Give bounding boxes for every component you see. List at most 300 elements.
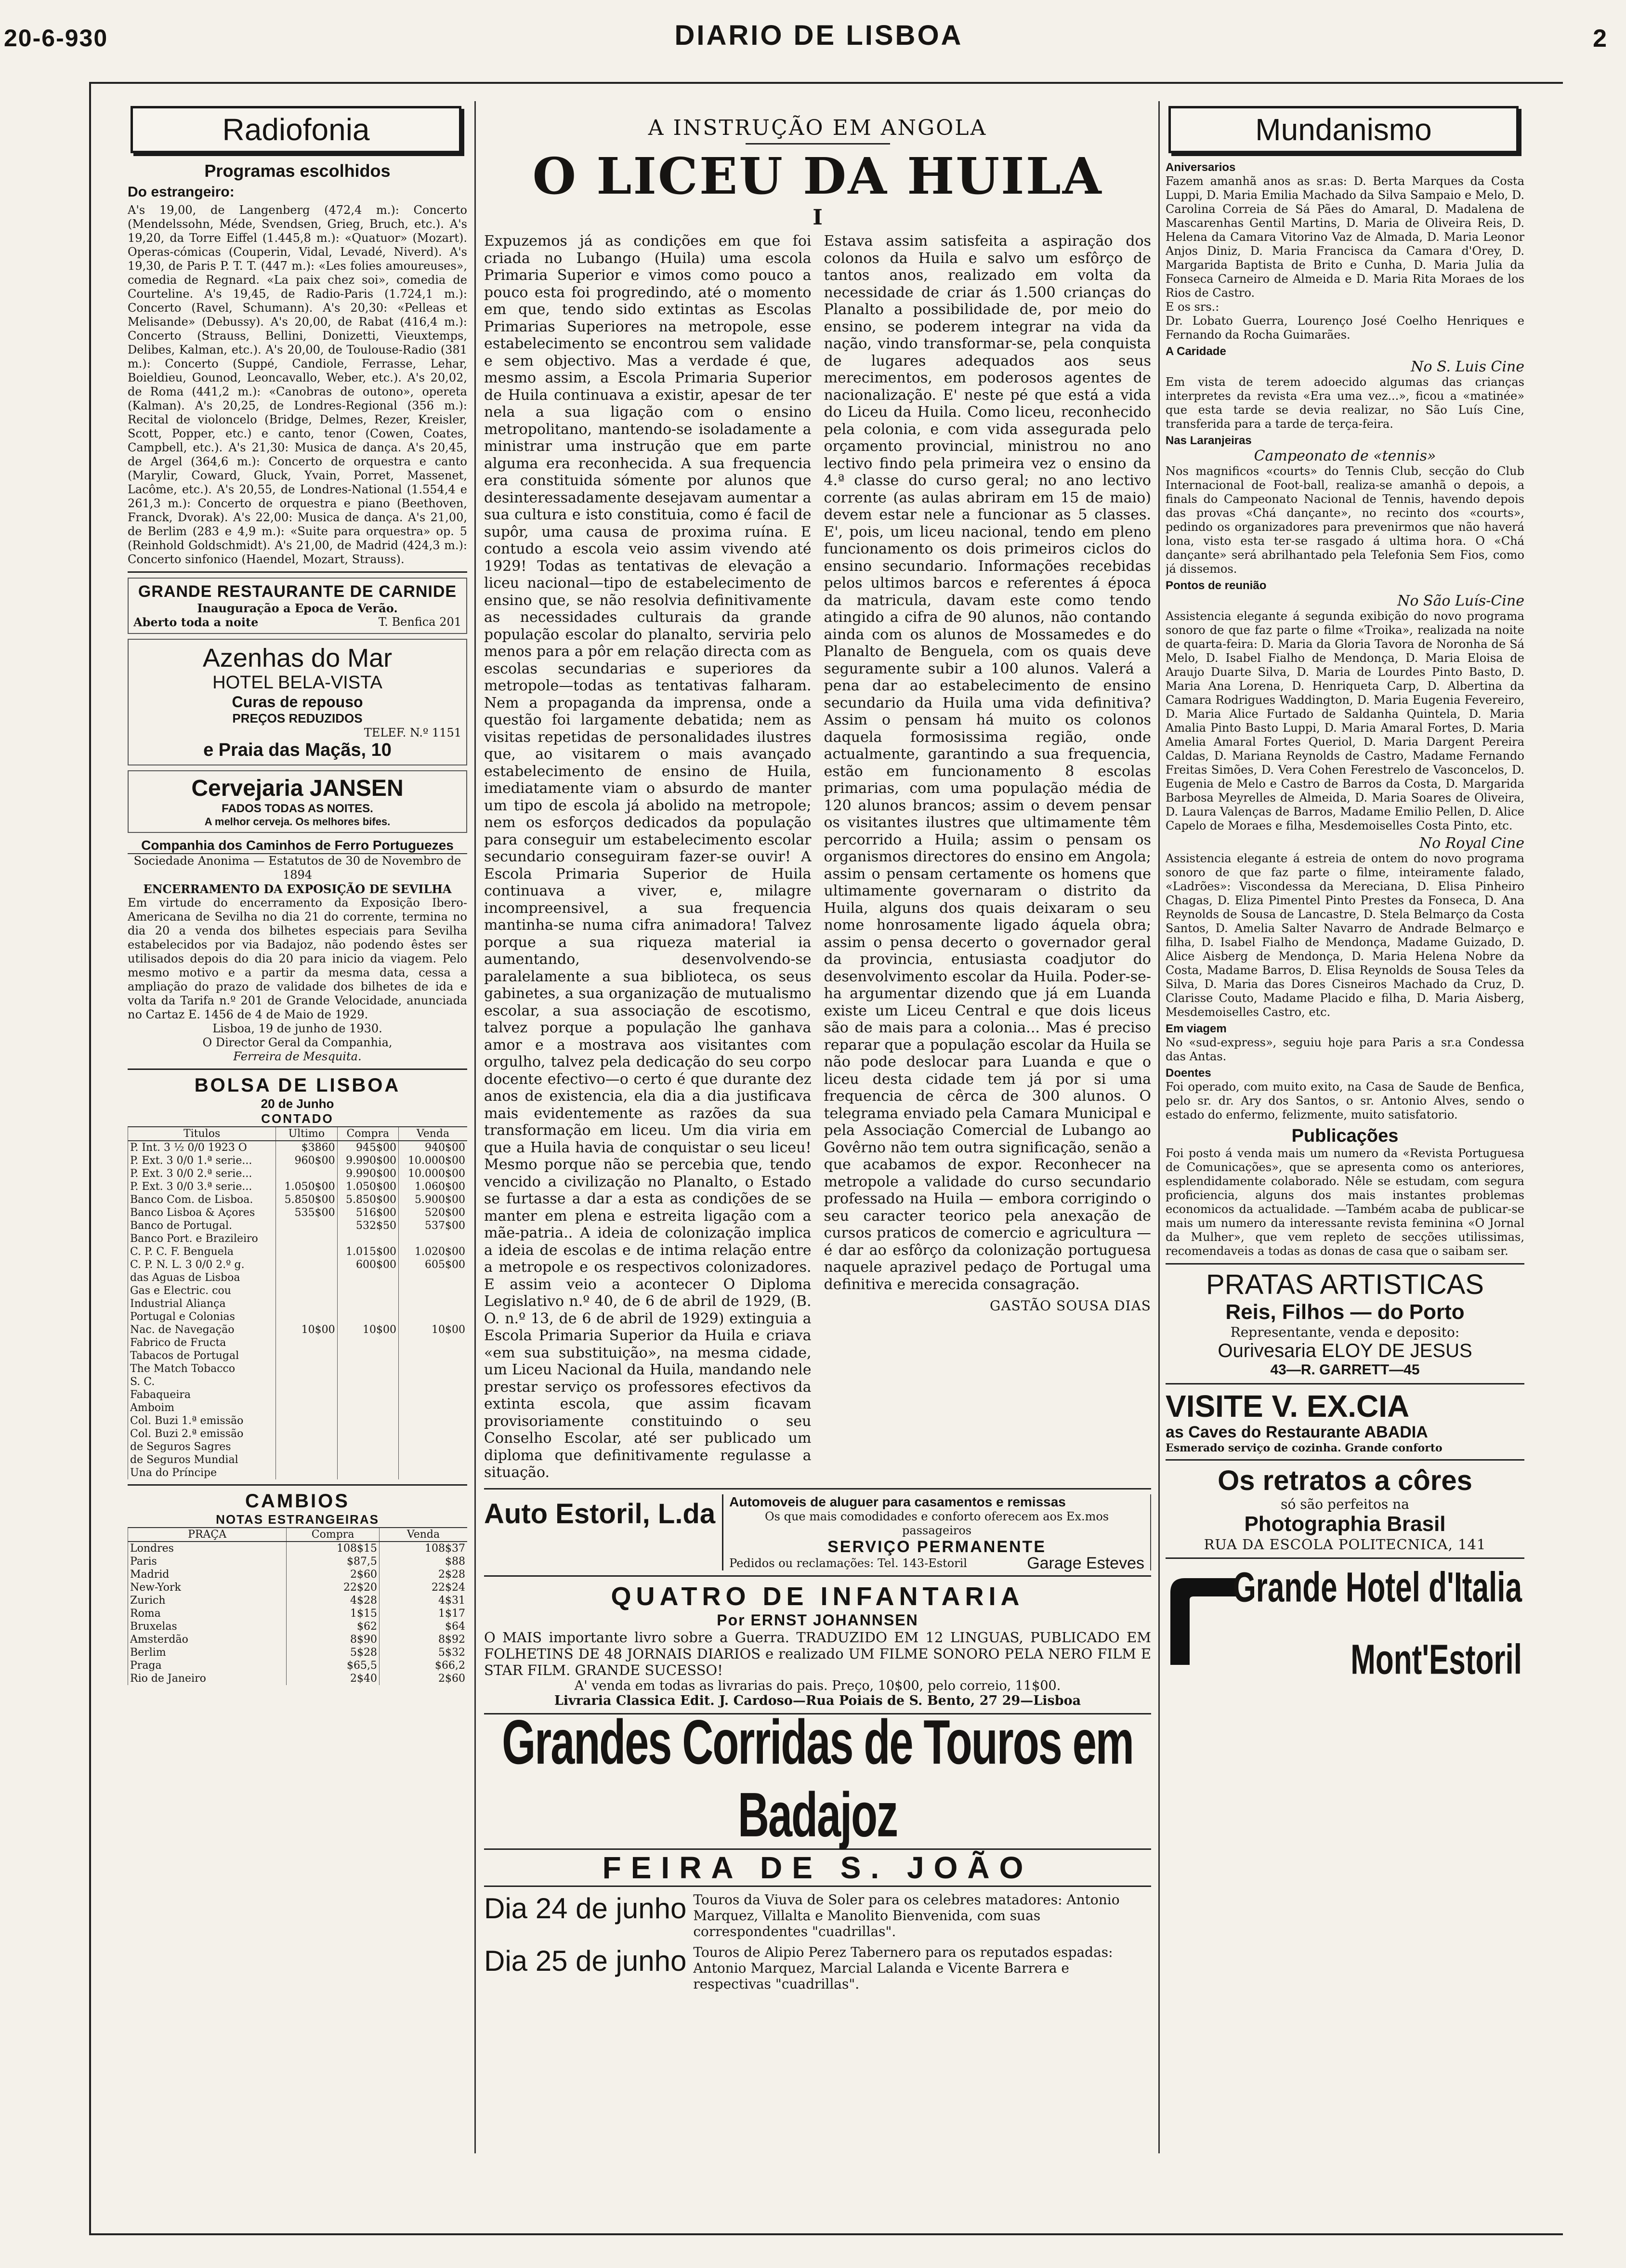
cambios-cell: Rio de Janeiro: [128, 1672, 287, 1685]
pratas-rep: Representante, venda e deposito:: [1230, 1324, 1460, 1340]
azenhas-curas: Curas de repouso: [232, 693, 363, 711]
bolsa-cell: Una do Príncipe: [128, 1466, 276, 1479]
railway-director-name: Ferreira de Mesquita.: [233, 1050, 362, 1063]
bolsa-cell: P. Ext. 3 0/0 1.ª serie...: [128, 1154, 276, 1167]
issue-date: 20-6-930: [4, 25, 108, 52]
ad-pratas-artisticas: [1166, 1269, 1524, 1378]
railway-head: ENCERRAMENTO DA EXPOSIÇÃO DE SEVILHA: [143, 882, 452, 896]
railway-date: Lisboa, 19 de junho de 1930.: [212, 1022, 382, 1035]
bolsa-table: [128, 1126, 467, 1479]
auto-estoril-garage: Garage Esteves: [1027, 1554, 1144, 1572]
bolsa-row: [128, 1349, 468, 1362]
cambios-row: [128, 1555, 468, 1568]
bolsa-cell: [398, 1232, 467, 1245]
bolsa-cell: [398, 1362, 467, 1375]
railway-sub: Sociedade Anonima — Estatutos de 30 de Novembro de 1894: [133, 854, 461, 882]
azenhas-hotel: HOTEL BELA-VISTA: [212, 672, 382, 693]
article-col-b: Estava assim satisfeita a aspiração dos colonos da Huila e salvo um esfôrço de tantos anos, realizado em volta da necessidade de criar ás 1.500 crianças do Planalto a possibilidade de, por meio do ensino, se poderem integrar na vida da nação, vindo transformar-se, pela conquista de lugares adequados aos seus merecimentos, em poderosos agentes de nacionalização. E' neste pé que está a vida do Liceu da Huila. Como liceu, reconhecido pela colonia, e com vida assegurada pelo orçamento provincial, ministrou no ano lectivo findo pela primeira vez o ensino da 4.ª classe do curso geral; no ano lectivo corrente (as aulas abriram em 15 de maio) devem estar nele a funcionar as 5 classes. E', pois, um liceu nacional, tendo em pleno funcionamento os dois primeiros ciclos do ensino secundario. Informações recebidas pelos ultimos barcos e referentes á época da matricula, davam este como tendo atingido a cifra de 90 alunos, não contando ainda com os alunos de Mossamedes e do Planalto de Benguela, com os quais deve seguramente subir a 100 alunos. Valerá a pena dar ao estabelecimento de ensino secundario da Huila uma vida definitiva? Assim o pensam há muito os colonos daquela formosissima região, onde actualmente, garantindo a sua frequencia, estão em funcionamento 8 escolas primarias, com uma população média de 120 alunos brancos; assim o devem pensar os visitantes ilustres que ultimamente têm percorrido a Huila; assim o pensam os organismos directores do ensino em Angola; assim o pensam certamente os homens que ultimamente governaram o distrito da Huila, alguns dos quais deixaram o seu nome honrosamente ligado áquela obra; assim o pensa decerto o governador geral da provincia, entusiasta coadjutor do desenvolvimento escolar da Huila. Poder-se-ha argumentar dizendo que já em Luanda existe um Liceu Central e que dois liceus são de mais para a colonia... Mas é preciso reparar que a população escolar da Huila se não pode deslocar para Luanda e que o liceu desta cidade tem já por si uma frequencia de cêrca de 300 alunos. O telegrama enviado pela Camara Municipal e pela Associação Comercial de Lubango ao Govêrno não tem outra significação, senão a que acabamos de expor. Reconhecer na metropole a validade do curso secundario professado na Huila — embora corrigindo o seu caracter teorico pela anexação de cursos praticos de comercio e agricultura — é dar ao esfôrço da colonização portuguesa naquele aprazivel pedaço de Portugal uma definitiva e merecida consagração.: [824, 233, 1151, 1293]
ad-retratos-cores: [1166, 1465, 1524, 1553]
doentes-head: Doentes: [1166, 1067, 1211, 1080]
bolsa-cell: [337, 1297, 398, 1310]
bolsa-cell: $3860: [276, 1141, 337, 1154]
cambios-cell: 1$15: [287, 1607, 380, 1620]
bolsa-row: [128, 1336, 468, 1349]
article-kicker: A INSTRUÇÃO EM ANGOLA: [648, 116, 987, 140]
bolsa-header-cell: Compra: [337, 1127, 398, 1141]
bolsa-cell: 537$00: [398, 1219, 467, 1232]
jansen-line1: FADOS TODAS AS NOITES.: [222, 802, 373, 815]
page-number: 2: [1593, 25, 1607, 53]
bolsa-cell: 10.000$00: [398, 1154, 467, 1167]
bolsa-cell: 960$00: [276, 1154, 337, 1167]
cambios-cell: 108$15: [287, 1542, 380, 1555]
bolsa-cell: [398, 1336, 467, 1349]
bolsa-cell: 600$00: [337, 1258, 398, 1271]
bolsa-cell: Industrial Aliança: [128, 1297, 276, 1310]
ad-visite-abadia: [1166, 1389, 1524, 1454]
bolsa-cell: [276, 1271, 337, 1284]
hotel-name: Grande Hotel d'Italia: [1233, 1564, 1522, 1611]
bolsa-label: CONTADO: [261, 1111, 334, 1126]
retratos-addr: RUA DA ESCOLA POLITECNICA, 141: [1204, 1536, 1486, 1553]
bolsa-cell: Col. Buzi 1.ª emissão: [128, 1414, 276, 1427]
bolsa-cell: [337, 1362, 398, 1375]
aniversarios-head: Aniversarios: [1166, 161, 1236, 174]
bolsa-row: [128, 1206, 468, 1219]
bolsa-cell: [337, 1310, 398, 1323]
touros-day2: Dia 25 de junho: [484, 1944, 687, 1977]
bolsa-cell: [276, 1219, 337, 1232]
bolsa-cell: 1.020$00: [398, 1245, 467, 1258]
auto-estoril-name: Auto Estoril, L.da: [484, 1494, 723, 1570]
viagem-head: Em viagem: [1166, 1022, 1227, 1035]
article-body: [484, 233, 1151, 1481]
bolsa-cell: [398, 1388, 467, 1401]
bolsa-cell: [398, 1427, 467, 1440]
cambios-title: CAMBIOS: [245, 1490, 350, 1512]
retratos-title: Os retratos a côres: [1218, 1465, 1472, 1496]
radio-subtitle: Programas escolhidos: [204, 161, 391, 181]
bolsa-cell: [337, 1440, 398, 1453]
restaurante-line: Inauguração a Epoca de Verão.: [197, 601, 398, 615]
cambios-cell: 4$28: [287, 1594, 380, 1607]
cambios-cell: 22$24: [379, 1581, 467, 1594]
column-rule: [1158, 101, 1160, 2153]
bolsa-cell: Fabrico de Fructa: [128, 1336, 276, 1349]
ad-cervejaria-jansen: [128, 770, 467, 833]
cambios-cell: 1$17: [379, 1607, 467, 1620]
touros-title: Grandes Corridas de Touros em Badajoz: [502, 1707, 1133, 1850]
bolsa-cell: 1.015$00: [337, 1245, 398, 1258]
bolsa-cell: [276, 1297, 337, 1310]
railway-notice: [128, 838, 467, 1064]
divider: [484, 1575, 1151, 1577]
bolsa-cell: das Aguas de Lisboa: [128, 1271, 276, 1284]
bolsa-cell: [398, 1271, 467, 1284]
bolsa-cell: 5.850$00: [337, 1193, 398, 1206]
bolsa-cell: [276, 1466, 337, 1479]
bolsa-row: [128, 1362, 468, 1375]
cambios-row: [128, 1646, 468, 1659]
bolsa-row: [128, 1193, 468, 1206]
cambios-row: [128, 1542, 468, 1555]
bolsa-cell: [276, 1245, 337, 1258]
article-part: I: [813, 205, 823, 230]
bolsa-header-cell: Titulos: [128, 1127, 276, 1141]
bolsa-date: 20 de Junho: [261, 1096, 334, 1111]
cambios-row: [128, 1633, 468, 1646]
restaurante-open: Aberto toda a noite: [133, 615, 259, 629]
bolsa-cell: 9.990$00: [337, 1167, 398, 1180]
bolsa-cell: P. Ext. 3 0/0 3.ª serie...: [128, 1180, 276, 1193]
bolsa-cell: Banco Port. e Brazileiro: [128, 1232, 276, 1245]
srs-text: Dr. Lobato Guerra, Lourenço José Coelho Henriques e Fernando da Rocha Guimarães.: [1166, 314, 1524, 342]
center-column: [484, 101, 1151, 2173]
bolsa-row: [128, 1401, 468, 1414]
bolsa-row: [128, 1284, 468, 1297]
bolsa-cell: Nac. de Navegação: [128, 1323, 276, 1336]
cambios-table: [128, 1527, 467, 1685]
quatro-title: QUATRO DE INFANTARIA: [611, 1582, 1024, 1611]
auto-estoril-footer: [729, 1556, 1144, 1570]
divider: [128, 571, 467, 573]
touros-day2-row: [484, 1944, 1151, 1992]
ad-auto-estoril: [484, 1494, 1151, 1570]
article-col-b-wrap: [824, 233, 1152, 1481]
cambios-row: [128, 1581, 468, 1594]
railway-director: O Director Geral da Companhia,: [202, 1036, 393, 1049]
bolsa-cell: 5.850$00: [276, 1193, 337, 1206]
railway-title: Companhia dos Caminhos de Ferro Portuguezes: [128, 838, 467, 854]
cambios-cell: $87,5: [287, 1555, 380, 1568]
auto-estoril-service: SERVIÇO PERMANENTE: [827, 1537, 1046, 1556]
pratas-title: PRATAS ARTISTICAS: [1206, 1269, 1484, 1300]
bolsa-cell: P. Int. 3 ½ 0/0 1923 O: [128, 1141, 276, 1154]
bolsa-cell: [398, 1297, 467, 1310]
royal-text: Assistencia elegante á estreia de ontem do novo programa sonoro de que faz parte o filme, inteiramente falado, «Ladrões»: Viscondessa da Mereciana, D. Elisa Pinheiro Chagas, D. Eliza Pimentel Pinto Prestes da Fonseca, D. Ana Reynolds de Sousa de Lancastre, D. Stela Belmarço da Costa Santos, D. Amelia Salter Navarro de Andrade Belmarço e filha, D. Isabel Fialho de Mendonça, Madame Guizado, D. Alice Aisberg de Mendonça, D. Maria Helena Nobre da Costa, Madame Barros, D. Elisa Reynolds de Sousa Teles da Silva, D. Maria das Dores Cisneiros Machado da Cruz, D. Clarisse Couto, Madame Placido e filha, D. Maria Aisberg, Mesdemoiselles Castro, etc.: [1166, 852, 1524, 1019]
cambios-cell: 5$32: [379, 1646, 467, 1659]
bolsa-cell: Portugal e Colonias: [128, 1310, 276, 1323]
bolsa-cell: [398, 1375, 467, 1388]
bolsa-cell: 945$00: [337, 1141, 398, 1154]
bolsa-cell: [398, 1310, 467, 1323]
bolsa-cell: [276, 1349, 337, 1362]
pratas-sub: Reis, Filhos — do Porto: [1225, 1300, 1465, 1324]
bolsa-cell: de Seguros Sagres: [128, 1440, 276, 1453]
railway-text: Em virtude do encerramento da Exposição Ibero-Americana de Sevilha no dia 21 do corrente, termina no dia 20 a venda dos bilhetes especiais para Sevilha estabelecidos por via Badajoz, não podendo êstes ser utilisados depois do dia 20 para inicio da viagem. Pelo mesmo motivo e a partir da mesma data, cessa a ampliação do prazo de validade dos bilhetes de ida e volta da Tarifa n.º 201 de Grande Velocidade, anunciada no Cartaz E. 1456 de 4 de Maio de 1929.: [128, 896, 467, 1021]
bolsa-cell: 10$00: [398, 1323, 467, 1336]
cambios-row: [128, 1659, 468, 1672]
bolsa-title: BOLSA DE LISBOA: [194, 1075, 401, 1096]
cambios-row: [128, 1607, 468, 1620]
bolsa-row: [128, 1310, 468, 1323]
kicker-rule: [746, 143, 890, 145]
bolsa-cell: [276, 1336, 337, 1349]
cambios-cell: 8$92: [379, 1633, 467, 1646]
bolsa-cell: 10$00: [276, 1323, 337, 1336]
bolsa-cell: [337, 1349, 398, 1362]
ad-grande-hotel-italia: [1166, 1564, 1524, 1708]
jansen-title: Cervejaria JANSEN: [191, 776, 404, 801]
right-column: [1166, 101, 1524, 2173]
quatro-sale: A' venda em todas as livrarias do pais. Preço, 10$00, pelo correio, 11$00.: [574, 1678, 1061, 1693]
divider: [1166, 1459, 1524, 1461]
quatro-publisher: Livraria Classica Edit. J. Cardoso—Rua Poiais de S. Bento, 27 29—Lisboa: [554, 1693, 1081, 1708]
bolsa-cell: Amboim: [128, 1401, 276, 1414]
quatro-author: Por ERNST JOHANNSEN: [717, 1611, 918, 1629]
cambios-header-cell: PRAÇA: [128, 1528, 287, 1542]
bolsa-cell: [337, 1414, 398, 1427]
laranjeiras-head: Nas Laranjeiras: [1166, 434, 1252, 447]
bolsa-cell: P. Ext. 3 0/0 2.ª serie...: [128, 1167, 276, 1180]
viagem-text: No «sud-express», seguiu hoje para Paris a sr.a Condessa das Antas.: [1166, 1036, 1524, 1063]
bolsa-cell: [398, 1401, 467, 1414]
bolsa-cell: S. C.: [128, 1375, 276, 1388]
bolsa-cell: [337, 1401, 398, 1414]
pratas-shop: Ourivesaria ELOY DE JESUS: [1218, 1340, 1472, 1361]
cambios-cell: 22$20: [287, 1581, 380, 1594]
cambios-cell: Madrid: [128, 1568, 287, 1581]
bolsa-row: [128, 1258, 468, 1271]
bolsa-row: [128, 1440, 468, 1453]
bolsa-cell: Banco Com. de Lisboa.: [128, 1193, 276, 1206]
visite-line: Esmerado serviço de cozinha. Grande conforto: [1166, 1442, 1442, 1454]
bolsa-cell: [276, 1388, 337, 1401]
bolsa-row: [128, 1167, 468, 1180]
bolsa-cell: [276, 1310, 337, 1323]
bolsa-cell: [337, 1453, 398, 1466]
bolsa-cell: [398, 1349, 467, 1362]
cambios-cell: Londres: [128, 1542, 287, 1555]
caridade-text: Em vista de terem adoecido algumas das crianças interpretes da revista «Era uma vez...», ficou a «matinée» que esta tarde se devia realizar, no São Luís Cine, transferida para a tarde de terça-feira.: [1166, 375, 1524, 431]
cambios-cell: Zurich: [128, 1594, 287, 1607]
azenhas-precos: PREÇOS REDUZIDOS: [232, 711, 363, 725]
cambios-cell: $65,5: [287, 1659, 380, 1672]
cambios-header-cell: Compra: [287, 1528, 380, 1542]
bolsa-cell: de Seguros Mundial: [128, 1453, 276, 1466]
bolsa-header-cell: Ultimo: [276, 1127, 337, 1141]
left-column: [128, 101, 467, 2173]
bolsa-cell: [337, 1284, 398, 1297]
restaurante-footer: [133, 615, 461, 629]
bolsa-row: [128, 1154, 468, 1167]
cambios-cell: 2$60: [379, 1672, 467, 1685]
cambios-cell: 2$60: [287, 1568, 380, 1581]
caridade-sub: No S. Luis Cine: [1411, 358, 1524, 375]
bolsa-cell: The Match Tobacco: [128, 1362, 276, 1375]
bolsa-cell: Tabacos de Portugal: [128, 1349, 276, 1362]
cambios-row: [128, 1620, 468, 1633]
ad-quatro-de-infantaria: [484, 1582, 1151, 1708]
restaurante-tel: T. Benfica 201: [378, 615, 461, 629]
reuniao-head: Pontos de reunião: [1166, 579, 1267, 592]
divider: [128, 1484, 467, 1486]
auto-estoril-contact: Pedidos ou reclamações: Tel. 143-Estoril: [729, 1556, 967, 1570]
laranjeiras-text: Nos magnificos «courts» do Tennis Club, secção do Club Internacional de Foot-ball, realiza-se amanhã o depois, a finals do Campeonato Nacional de Tennis, havendo depois das provas «Chá dançante», no recinto dos «courts», pedindo os organizadores para prevenirmos que não haverá lona, visto esta ter-se rasgado á ultima hora. O «Chá dançante» será abrilhantado pela Telefonia Sem Fios, como já dissemos.: [1166, 464, 1524, 576]
bolsa-cell: [398, 1453, 467, 1466]
cambios-cell: Roma: [128, 1607, 287, 1620]
bolsa-cell: [337, 1336, 398, 1349]
bolsa-cell: 940$00: [398, 1141, 467, 1154]
aniversarios-text: Fazem amanhã anos as sr.as: D. Berta Marques da Costa Luppi, D. Maria Emilia Machado da Silva Sampaio e Melo, D. Carolina Correia de Sá Pães do Amaral, D. Madalena de Mascarenhas Gentil Martins, D. Maria de Oliveira Reis, D. Helena da Camara Vitorino Vaz de Almada, D. Maria Leonor Anjos Diniz, D. Maria Francisca da Camara d'Orey, D. Margarida Baptista de Brito e Cunha, D. Maria Julia da Fonseca Carneiro de Almeida e D. Maria Rita Moraes de los Rios de Castro.: [1166, 174, 1524, 300]
bolsa-section: [128, 1075, 467, 1479]
ad-azenhas-do-mar: [128, 639, 467, 765]
article-signature: GASTÃO SOUSA DIAS: [990, 1298, 1151, 1314]
touros-feira: FEIRA DE S. JOÃO: [484, 1848, 1151, 1887]
bolsa-cell: [337, 1466, 398, 1479]
bolsa-header-cell: Venda: [398, 1127, 467, 1141]
publicacoes-heading: Publicações: [1291, 1126, 1399, 1146]
bolsa-cell: Col. Buzi 2.ª emissão: [128, 1427, 276, 1440]
bolsa-cell: 10$00: [337, 1323, 398, 1336]
bolsa-row: [128, 1323, 468, 1336]
bolsa-row: [128, 1414, 468, 1427]
auto-estoril-line: Os que mais comodidades e conforto oferecem aos Ex.mos passageiros: [764, 1509, 1109, 1537]
bolsa-cell: Fabaqueira: [128, 1388, 276, 1401]
caridade-head: A Caridade: [1166, 345, 1226, 358]
bolsa-cell: [276, 1440, 337, 1453]
bolsa-row: [128, 1388, 468, 1401]
bolsa-cell: 1.050$00: [337, 1180, 398, 1193]
bolsa-cell: 1.050$00: [276, 1180, 337, 1193]
cambios-section: [128, 1490, 467, 1685]
bolsa-row: [128, 1219, 468, 1232]
bolsa-cell: Gas e Electric. cou: [128, 1284, 276, 1297]
divider: [1166, 1263, 1524, 1265]
visite-title: VISITE V. EX.CIA: [1166, 1389, 1410, 1424]
bolsa-row: [128, 1141, 468, 1154]
cambios-row: [128, 1568, 468, 1581]
auto-estoril-offer: Automoveis de aluguer para casamentos e remissas: [729, 1494, 1066, 1509]
bolsa-cell: [276, 1167, 337, 1180]
bolsa-cell: 605$00: [398, 1258, 467, 1271]
azenhas-tel: TELEF. N.º 1151: [364, 726, 461, 739]
cambios-subtitle: NOTAS ESTRANGEIRAS: [216, 1512, 379, 1527]
cambios-header-cell: Venda: [379, 1528, 467, 1542]
cambios-row: [128, 1672, 468, 1685]
bolsa-cell: [276, 1401, 337, 1414]
cambios-cell: $64: [379, 1620, 467, 1633]
cambios-cell: 2$28: [379, 1568, 467, 1581]
auto-estoril-detail: [723, 1494, 1151, 1570]
ad-grande-restaurante: [128, 578, 467, 634]
cambios-cell: 5$28: [287, 1646, 380, 1659]
article-col-a: Expuzemos já as condições em que foi criada no Lubango (Huila) uma escola Primaria Superior e vimos como pouco a pouco esta foi progredindo, até o momento em que, tendo sido extintas as Escolas Primarias Superiores na metropole, esse estabelecimento se encontrou sem validade e sem objectivo. Mas a verdade é que, mesmo assim, a Escola Primaria Superior de Huila continuava a existir, apesar de ter nela a sua ligação com o ensino metropolitano, mantendo-se isoladamente a ministrar uma instrução que em parte alguma era reconhecida. A sua frequencia era constituida sómente por alunos que desinteressadamente desejavam aumentar a sua cultura e isto constituia, como é facil de supôr, uma causa de proxima ruína. E contudo a escola veio assim vivendo até 1929! Todas as tentativas de elevação a liceu nacional—tipo de estabelecimento de ensino que, se não resolvia definitivamente as necessidades culturais da grande população escolar do planalto, serviria pelo menos para a pôr em relação directa com as escolas secundarias e superiores da metropole—todas as tentativas falharam. Nem a propaganda da imprensa, onde a questão foi largamente debatida; nem as visitas repetidas de personalidades ilustres que, ao visitarem o mais avançado estabelecimento de ensino de Huila, imediatamente viam o absurdo de manter um tipo de escola já abolido na metropole; nem os esforços dedicados da população para conseguir um estabelecimento escolar secundario conseguiram fazer-se ouvir! A Escola Primaria Superior de Huila continuava a viver, e, milagre incompreensivel, a sua frequencia mantinha-se numa cifra animadora! Talvez porque a sua riqueza material ia aumentando, desenvolvendo-se paralelamente a sua biblioteca, os seus gabinetes, a sua organização de mutualismo escolar, a sua associação de escotismo, talvez porque a população lhe ganhava amor e a mostrava aos visitantes com orgulho, talvez pela dedicação do seu corpo docente efectivo—o certo é que durante dez anos de existencia, ela dia a dia justificava mais evidentemente as razões da sua transformação em liceu. Um dia viria em que a Huila havia de conquistar o seu liceu! Mesmo porque não se percebia que, tendo vencido a civilização no Planalto, o Estado se furtasse a dar a esta as condições de se manter em plena e estreita ligação com a mãe-patria.. A ideia de colonização implica a ideia de escolas e de intima relação entre a metropole e os respectivos colonizadores. E assim veio a acontecer O Diploma Legislativo n.º 40, de 6 de abril de 1929, (B. O. n.º 13, de 6 de abril de 1929) extinguia a Escola Primaria Superior da Huila e criava «em sua substituição», na mesma cidade, um Liceu Nacional da Huila, mandando nele prestar serviço os professores efectivos da extinta escola, que assim ficavam provisoriamente constituindo o seu Conselho Escolar, até ser publicado um diploma que definitivamente regulasse a situação.: [484, 233, 812, 1481]
retratos-sub: só são perfeitos na: [1281, 1496, 1409, 1512]
cambios-cell: 4$31: [379, 1594, 467, 1607]
restaurante-title: GRANDE RESTAURANTE DE CARNIDE: [138, 582, 457, 601]
divider: [484, 1488, 1151, 1490]
bolsa-cell: [276, 1362, 337, 1375]
cambios-cell: $88: [379, 1555, 467, 1568]
doentes-text: Foi operado, com muito exito, na Casa de Saude de Benfica, pelo sr. dr. Ary dos Santos, o sr. Antonio Alves, sendo o estado do enfermo, felizmente, muito satisfatorio.: [1166, 1080, 1524, 1121]
touros-day1: Dia 24 de junho: [484, 1892, 687, 1925]
column-rule: [474, 101, 476, 2153]
azenhas-praia: e Praia das Maçãs, 10: [203, 740, 392, 760]
bolsa-cell: 10.000$00: [398, 1167, 467, 1180]
cambios-cell: Paris: [128, 1555, 287, 1568]
bolsa-row: [128, 1453, 468, 1466]
cambios-cell: Praga: [128, 1659, 287, 1672]
cambios-cell: $66,2: [379, 1659, 467, 1672]
cambios-cell: Berlim: [128, 1646, 287, 1659]
publicacoes-text: Foi posto á venda mais um numero da «Revista Portuguesa de Comunicações», que se apresenta como os anteriores, esplendidamente colaborado. Nêle se estudam, com segura proficiencia, alguns dos mais instantes problemas economicos da actualidade. —Também acaba de publicar-se mais um numero da interessante revista feminina «O Jornal da Mulher», que vem repleto de secções utilissimas, recomendaveis a todas as donas de casa que o saibam ser.: [1166, 1147, 1524, 1258]
ad-touros-badajoz: [484, 1707, 1151, 1992]
bolsa-cell: 520$00: [398, 1206, 467, 1219]
laranjeiras-sub: Campeonato de «tennis»: [1254, 448, 1436, 464]
bolsa-cell: [276, 1232, 337, 1245]
azenhas-title: Azenhas do Mar: [202, 644, 393, 672]
bolsa-cell: [337, 1375, 398, 1388]
bolsa-row: [128, 1271, 468, 1284]
bolsa-row: [128, 1297, 468, 1310]
bolsa-cell: 5.900$00: [398, 1193, 467, 1206]
bolsa-cell: [337, 1271, 398, 1284]
bolsa-cell: C. P. C. F. Benguela: [128, 1245, 276, 1258]
divider: [128, 1068, 467, 1070]
cambios-row: [128, 1594, 468, 1607]
bolsa-cell: [337, 1232, 398, 1245]
bolsa-cell: [276, 1258, 337, 1271]
divider: [1166, 1557, 1524, 1559]
hotel-place: Mont'Estoril: [1351, 1636, 1522, 1683]
bolsa-cell: [398, 1440, 467, 1453]
bolsa-cell: [398, 1414, 467, 1427]
reuniao-text: Assistencia elegante á segunda exibição do novo programa sonoro de que faz parte o filme «Troika», realizada na noite de quarta-feira: D. Maria da Gloria Tavora de Noronha de Sá Melo, D. Isabel Fialho de Mendonça, D. Maria Eloisa de Araujo Duarte Silva, D. Maria de Lourdes Pinto Basto, D. Maria Ana Lorena, D. Henriqueta Carp, D. Albertina da Camara Rodrigues Waddington, D. Maria Eugenia Fevereiro, D. Maria Alice Furtado de Saldanha Quintela, D. Maria Amalia Pinto Basto Luppi, D. Maria Amaral Fortes, D. Maria Amelia Amaral Fortes Queriol, D. Maria Dargent Pereira Caldas, D. Mariana Reynolds de Castro, Madame Fernando Freitas Simões, D. Vera Cohen Ferestrelo de Vasconcelos, D. Eugenia de Melo e Castro de Barros da Costa, D. Margarida Barbosa Meyrelles de Almeida, D. Maria Soares de Oliveira, D. Laura Valenças de Barros, Madame Emilio Pellen, D. Alice Capelo de Moraes e filha, Mesdemoiselles Costa Pinto, etc.: [1166, 609, 1524, 832]
bolsa-cell: 516$00: [337, 1206, 398, 1219]
bolsa-cell: [398, 1284, 467, 1297]
bolsa-cell: [276, 1375, 337, 1388]
retratos-name: Photographia Brasil: [1244, 1512, 1446, 1536]
bolsa-cell: 532$50: [337, 1219, 398, 1232]
quatro-text: O MAIS importante livro sobre a Guerra. TRADUZIDO EM 12 LINGUAS, PUBLICADO EM FOLHETINS DE 48 JORNAIS DIARIOS e realizado UM FILME SONORO PELA NERO FILM E STAR FILM. GRANDE SUCESSO!: [484, 1629, 1151, 1678]
mundanismo-heading: Mundanismo: [1168, 106, 1519, 153]
bolsa-row: [128, 1232, 468, 1245]
bolsa-cell: Banco de Portugal.: [128, 1219, 276, 1232]
touros-day1-row: [484, 1892, 1151, 1939]
bolsa-row: [128, 1466, 468, 1479]
bolsa-cell: [276, 1284, 337, 1297]
bolsa-cell: [337, 1427, 398, 1440]
radio-program-text: A's 19,00, de Langenberg (472,4 m.): Concerto (Mendelssohn, Méde, Svendsen, Grieg, Bruch, etc.). A's 19,20, da Torre Eiffel (1.445,8 m.): «Quatuor» (Mozart). Operas-cómicas (Couperin, Vidal, Levadé, Niverd). A's 19,30, de Paris P. T. T. (447 m.): «Les folies amoureuses», comedia de Regnard. «La paix chez soi», comedia de Courteline. A's 19,45, de Radio-Paris (1.724,1 m.): Concerto (Ravel, Schumann). A's 20,30: «Pelleas et Melisande» (Debussy). A's 20,00, de Rabat (416,4 m.): Concerto (Strauss, Bellini, Donizetti, Vieuxtemps, Delibes, Kalman, etc.). A's 20,00, de Toulouse-Radio (381 m.): Concerto (Suppé, Candiole, Ferrasse, Lehar, Boieldieu, Gounod, Leoncavallo, Weber, etc.). A's 20,02, de Roma (441,2 m.): «Canobras de outono», opereta (Kalman). A's 20,25, de Londres-Regional (356 m.): Recital de violoncelo (Bridge, Delmes, Rezer, Kreisler, Scott, Popper, etc.) e canto, tenor (Cowen, Coates, Campbell, etc.). A's 21,30: Musica de dança. A's 20,45, de Argel (364,6 m.): Concerto de orquestra e canto (Marylir, Coward, Gluck, Yvain, Porret, Massenet, Lacôme, etc.). A's 20,55, de Londres-National (1.554,4 e 261,3 m.): Concerto de orquestra e piano (Beethoven, Franck, Dvorak). A's 22,00: Musica de dança. A's 21,00, de Berlim (283 e 4,9 m.): «Suite para orquestra» op. 5 (Reinhold Goldschmidt). A's 21,00, de Madrid (424,3 m.): Concerto sinfonico (Haendel, Mozart, Strauss).: [128, 203, 467, 566]
radiofonia-heading: Radiofonia: [131, 106, 461, 153]
bolsa-cell: 1.060$00: [398, 1180, 467, 1193]
bolsa-cell: [276, 1414, 337, 1427]
radio-from-abroad: Do estrangeiro:: [128, 184, 235, 200]
touros-day1-text: Touros da Viuva de Soler para os celebres matadores: Antonio Marquez, Villalta e Manolito Bienvenida, com suas correspondentes "cuadrillas".: [693, 1891, 1120, 1939]
cambios-cell: Amsterdão: [128, 1633, 287, 1646]
cambios-cell: 8$90: [287, 1633, 380, 1646]
cambios-cell: $62: [287, 1620, 380, 1633]
bolsa-cell: C. P. N. L. 3 0/0 2.º g.: [128, 1258, 276, 1271]
touros-day2-text: Touros de Alipio Perez Tabernero para os reputados espadas: Antonio Marquez, Marcial Lalanda e Vicente Barrera e respectivas "cuadrillas".: [693, 1944, 1113, 1992]
newspaper-title: DIARIO DE LISBOA: [674, 20, 963, 51]
bolsa-cell: [398, 1466, 467, 1479]
bolsa-cell: 9.990$00: [337, 1154, 398, 1167]
masthead: [0, 0, 1626, 82]
reuniao-sub: No São Luís-Cine: [1397, 593, 1524, 609]
cambios-cell: 108$37: [379, 1542, 467, 1555]
royal-sub: No Royal Cine: [1419, 835, 1524, 852]
cambios-cell: New-York: [128, 1581, 287, 1594]
pratas-addr: 43—R. GARRETT—45: [1270, 1362, 1420, 1378]
bolsa-row: [128, 1427, 468, 1440]
divider: [1166, 1383, 1524, 1385]
article-headline: O LICEU DA HUILA: [532, 146, 1103, 206]
bolsa-cell: [276, 1427, 337, 1440]
bolsa-cell: [337, 1388, 398, 1401]
cambios-cell: 2$40: [287, 1672, 380, 1685]
